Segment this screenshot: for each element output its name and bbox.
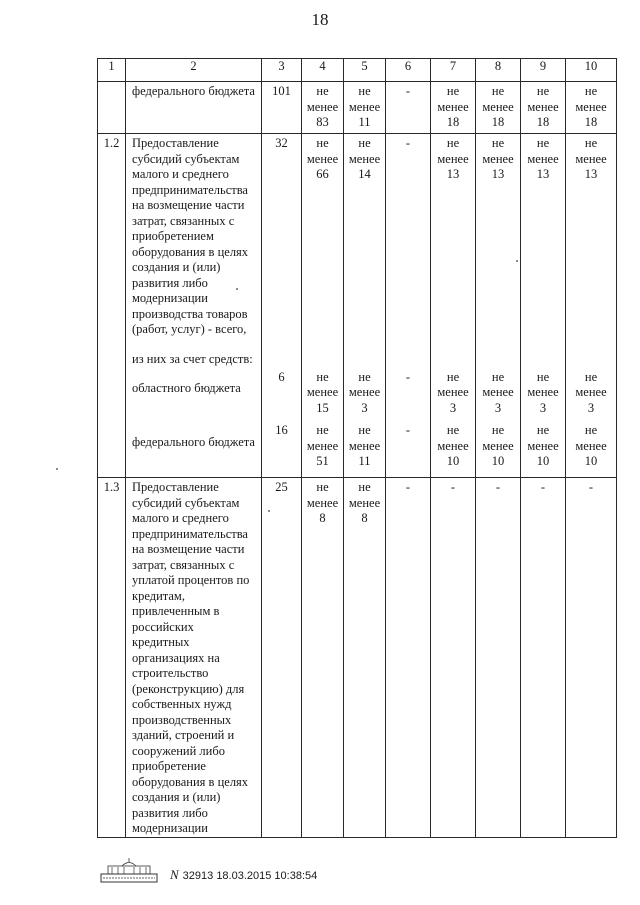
value-cell: - [386, 478, 431, 838]
registration-text: 32913 18.03.2015 10:38:54 [182, 870, 318, 882]
value-cell: не менее 18 [476, 82, 521, 134]
value-cell: - [386, 82, 431, 134]
scan-speck [56, 468, 58, 470]
value-cell: не менее 8 [344, 478, 386, 838]
header-row [98, 59, 617, 82]
value-cell: не менее 13 не менее 3 не менее 10 [566, 134, 617, 478]
value-cell: не менее 11 [344, 82, 386, 134]
value-cell: не менее 66 не менее 15 не менее 51 [302, 134, 344, 478]
col-header: 9 [521, 59, 566, 82]
from-sources-label: из них за счет средств: [132, 351, 253, 366]
number-sign: N [170, 867, 179, 882]
total-cell: 25 [262, 478, 302, 838]
table-row [98, 134, 617, 478]
registry-stamp-icon [100, 858, 158, 884]
registration-number [170, 867, 317, 883]
value-cell: - - - [386, 134, 431, 478]
row-description: Предоставление субсидий субъектам малого и среднего предпринимательства на возмещение части затрат, связанных с приобретением оборудования в целях создания и (или) развития либо модернизации производства товаров (работ, услуг) - всего, из них за счет средств: областного бюджета федерального бюджета [126, 134, 262, 478]
col-header: 4 [302, 59, 344, 82]
value-cell: - [566, 478, 617, 838]
total-cell: 32 6 16 [262, 134, 302, 478]
regional-budget-label: областного бюджета [132, 381, 241, 395]
page-number: 18 [311, 10, 329, 29]
col-header: 3 [262, 59, 302, 82]
value-cell: не менее 14 не менее 3 не менее 11 [344, 134, 386, 478]
value-cell: не менее 18 [566, 82, 617, 134]
col-header: 2 [126, 59, 262, 82]
federal-budget-label: федерального бюджета [132, 434, 255, 449]
value-cell: не менее 18 [521, 82, 566, 134]
value-cell: не менее 8 [302, 478, 344, 838]
value-cell: - [521, 478, 566, 838]
row-number-cell [98, 82, 126, 134]
scan-speck [236, 288, 238, 290]
table-row [98, 478, 617, 838]
col-header: 1 [98, 59, 126, 82]
table-row [98, 82, 617, 134]
value-cell: не менее 13 не менее 3 не менее 10 [521, 134, 566, 478]
value-cell: - [431, 478, 476, 838]
row-number-cell: 1.3 [98, 478, 126, 838]
row-number-cell: 1.2 [98, 134, 126, 478]
value-cell: - [476, 478, 521, 838]
value-cell: не менее 13 не менее 3 не менее 10 [431, 134, 476, 478]
scan-speck [268, 510, 270, 512]
total-cell: 101 [262, 82, 302, 134]
scan-speck [516, 260, 518, 262]
registration-footer [100, 856, 520, 888]
value-cell: не менее 13 не менее 3 не менее 10 [476, 134, 521, 478]
row-description: федерального бюджета [126, 82, 262, 134]
row-description: Предоставление субсидий субъектам малого и среднего предпринимательства на возмещение части затрат, связанных с уплатой процентов по кредитам, привлеченным в российских кредитных организациях на строительство (реконструкцию) для собственных нужд производственных зданий, строений и сооружений либо приобретение оборудования в целях создания и (или) развития либо модернизации [126, 478, 262, 838]
value-cell: не менее 18 [431, 82, 476, 134]
col-header: 5 [344, 59, 386, 82]
col-header: 7 [431, 59, 476, 82]
indicators-table [97, 58, 617, 838]
value-cell: не менее 83 [302, 82, 344, 134]
col-header: 8 [476, 59, 521, 82]
col-header: 10 [566, 59, 617, 82]
col-header: 6 [386, 59, 431, 82]
